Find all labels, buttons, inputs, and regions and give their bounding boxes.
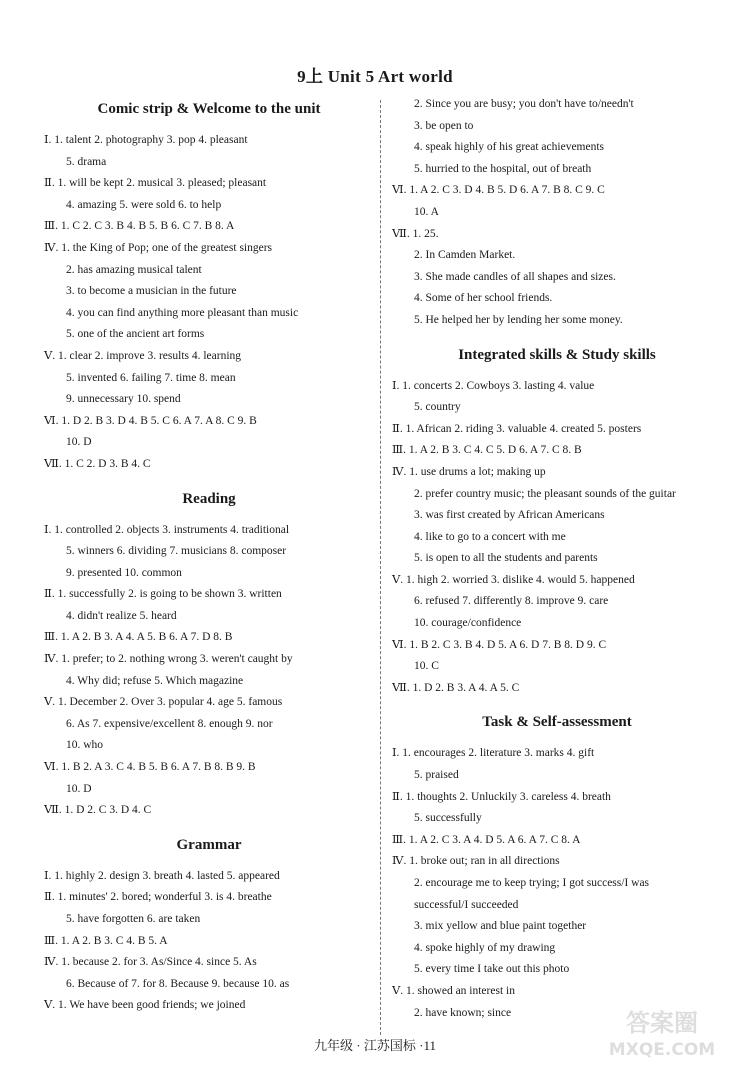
answer-line: Ⅱ. 1. African 2. riding 3. valuable 4. created 5. posters <box>392 422 642 435</box>
answer-line: 2. has amazing musical talent <box>66 263 202 276</box>
answer-line: 6. refused 7. differently 8. improve 9. care <box>414 595 609 608</box>
answer-line: Ⅲ. 1. A 2. B 3. C 4. B 5. A <box>44 934 168 947</box>
answer-line: 9. unnecessary 10. spend <box>66 393 181 406</box>
section-heading: Grammar <box>176 836 242 853</box>
answer-line: Ⅲ. 1. A 2. B 3. C 4. C 5. D 6. A 7. C 8. B <box>392 444 582 457</box>
answer-line: Ⅱ. 1. successfully 2. is going to be shown 3. written <box>44 588 282 601</box>
answer-line: Ⅴ. 1. December 2. Over 3. popular 4. age 5. famous <box>44 696 283 709</box>
answer-line: Ⅰ. 1. encourages 2. literature 3. marks 4. gift <box>392 747 595 760</box>
answer-line: Ⅳ. 1. use drums a lot; making up <box>392 465 546 478</box>
answer-line: 4. Some of her school friends. <box>414 292 553 305</box>
section-heading: Task & Self-assessment <box>482 714 632 731</box>
page-footer: 九年级 · 江苏国标 ·11 <box>314 1038 436 1053</box>
answer-line: Ⅵ. 1. B 2. C 3. B 4. D 5. A 6. D 7. B 8. D 9. C <box>392 638 607 651</box>
answer-line: 2. encourage me to keep trying; I got success/I was <box>414 877 650 889</box>
answer-line: 4. didn't realize 5. heard <box>66 609 177 622</box>
answer-line: 4. amazing 5. were sold 6. to help <box>66 198 222 211</box>
answer-line: 10. who <box>66 739 104 752</box>
right-column <box>392 94 722 1024</box>
answer-line: 6. As 7. expensive/excellent 8. enough 9. nor <box>66 717 273 730</box>
answer-line: 5. invented 6. failing 7. time 8. mean <box>66 371 236 384</box>
answer-line: Ⅱ. 1. minutes' 2. bored; wonderful 3. is 4. breathe <box>44 891 272 904</box>
answer-line: successful/I succeeded <box>414 898 519 911</box>
answer-line: 3. to become a musician in the future <box>66 285 237 298</box>
answer-line: Ⅱ. 1. thoughts 2. Unluckily 3. careless 4. breath <box>392 790 611 803</box>
answer-line: 2. have known; since <box>414 1006 512 1019</box>
answer-line: 2. prefer country music; the pleasant sounds of the guitar <box>414 487 676 500</box>
answer-line: 5. have forgotten 6. are taken <box>66 913 201 925</box>
answer-line: Ⅶ. 1. D 2. C 3. D 4. C <box>44 804 152 817</box>
answer-line: Ⅶ. 1. D 2. B 3. A 4. A 5. C <box>392 681 520 694</box>
answer-line: Ⅳ. 1. broke out; ran in all directions <box>392 855 560 868</box>
answer-line: Ⅶ. 1. 25. <box>392 227 439 240</box>
answer-line: Ⅴ. 1. clear 2. improve 3. results 4. learning <box>44 349 242 362</box>
answer-line: Ⅵ. 1. B 2. A 3. C 4. B 5. B 6. A 7. B 8. B 9. B <box>44 761 256 774</box>
answer-line: 5. He helped her by lending her some money. <box>414 313 623 326</box>
answer-line: Ⅴ. 1. high 2. worried 3. dislike 4. would 5. happened <box>392 573 635 586</box>
watermark-text-bottom: MXQE.COM <box>608 1040 716 1060</box>
answer-line: 5. praised <box>414 769 459 782</box>
answer-line: Ⅵ. 1. D 2. B 3. D 4. B 5. C 6. A 7. A 8. C 9. B <box>44 414 257 427</box>
answer-line: Ⅳ. 1. because 2. for 3. As/Since 4. since 5. As <box>44 956 257 969</box>
answer-line: 4. like to go to a concert with me <box>414 530 566 543</box>
section-heading: Comic strip & Welcome to the unit <box>97 101 321 117</box>
answer-line: 5. drama <box>66 155 107 168</box>
answer-line: Ⅵ. 1. A 2. C 3. D 4. B 5. D 6. A 7. B 8. C 9. C <box>392 184 605 197</box>
answer-line: Ⅳ. 1. prefer; to 2. nothing wrong 3. weren't caught by <box>44 653 293 666</box>
answer-line: 10. A <box>414 205 439 218</box>
page-title: 9上 Unit 5 Art world <box>297 67 453 86</box>
section-heading: Reading <box>182 490 236 507</box>
answer-line: Ⅱ. 1. will be kept 2. musical 3. pleased; pleasant <box>44 177 267 190</box>
answer-line: Ⅰ. 1. concerts 2. Cowboys 3. lasting 4. value <box>392 379 595 392</box>
answer-line: 6. Because of 7. for 8. Because 9. because 10. as <box>66 977 290 990</box>
answer-line: 5. every time I take out this photo <box>414 963 570 976</box>
answer-line: 5. winners 6. dividing 7. musicians 8. composer <box>66 545 287 558</box>
answer-line: 5. successfully <box>414 812 482 825</box>
answer-line: 2. Since you are busy; you don't have to/needn't <box>414 98 634 110</box>
answer-line: 3. be open to <box>414 119 474 132</box>
answer-line: 5. country <box>414 401 461 414</box>
answer-line: 10. D <box>66 436 92 449</box>
answer-line: 10. D <box>66 782 92 795</box>
section-heading: Integrated skills & Study skills <box>458 346 656 363</box>
answer-line: 9. presented 10. common <box>66 566 182 579</box>
answer-line: Ⅳ. 1. the King of Pop; one of the greatest singers <box>44 241 273 254</box>
answer-line: 3. She made candles of all shapes and sizes. <box>414 270 616 283</box>
answer-line: Ⅶ. 1. C 2. D 3. B 4. C <box>44 457 151 470</box>
answer-line: Ⅴ. 1. showed an interest in <box>392 984 515 997</box>
answer-line: 10. C <box>414 660 439 673</box>
column-divider <box>380 100 381 1035</box>
answer-line: 5. hurried to the hospital, out of breath <box>414 162 592 175</box>
answer-line: Ⅰ. 1. talent 2. photography 3. pop 4. pleasant <box>44 134 248 146</box>
answer-line: 3. was first created by African Americans <box>414 509 605 522</box>
answer-line: 2. In Camden Market. <box>414 249 516 262</box>
left-column <box>44 100 374 1017</box>
answer-line: 4. you can find anything more pleasant than music <box>66 306 299 319</box>
answer-line: 5. is open to all the students and parents <box>414 552 598 565</box>
answer-line: Ⅲ. 1. C 2. C 3. B 4. B 5. B 6. C 7. B 8. A <box>44 220 235 233</box>
answer-line: Ⅲ. 1. A 2. C 3. A 4. D 5. A 6. A 7. C 8. A <box>392 833 581 846</box>
watermark-logo <box>592 1003 732 1063</box>
answer-line: Ⅲ. 1. A 2. B 3. A 4. A 5. B 6. A 7. D 8. B <box>44 631 233 644</box>
answer-line: Ⅰ. 1. highly 2. design 3. breath 4. lasted 5. appeared <box>44 869 280 882</box>
answer-line: 10. courage/confidence <box>414 617 522 630</box>
answer-line: 4. Why did; refuse 5. Which magazine <box>66 674 244 687</box>
answer-line: Ⅰ. 1. controlled 2. objects 3. instruments 4. traditional <box>44 523 290 536</box>
answer-line: 5. one of the ancient art forms <box>66 328 205 341</box>
watermark-text-top: 答案圈 <box>626 1009 698 1037</box>
answer-line: Ⅴ. 1. We have been good friends; we joined <box>44 999 246 1012</box>
answer-line: 4. speak highly of his great achievements <box>414 141 605 154</box>
answer-line: 3. mix yellow and blue paint together <box>414 920 587 933</box>
answer-line: 4. spoke highly of my drawing <box>414 941 556 954</box>
